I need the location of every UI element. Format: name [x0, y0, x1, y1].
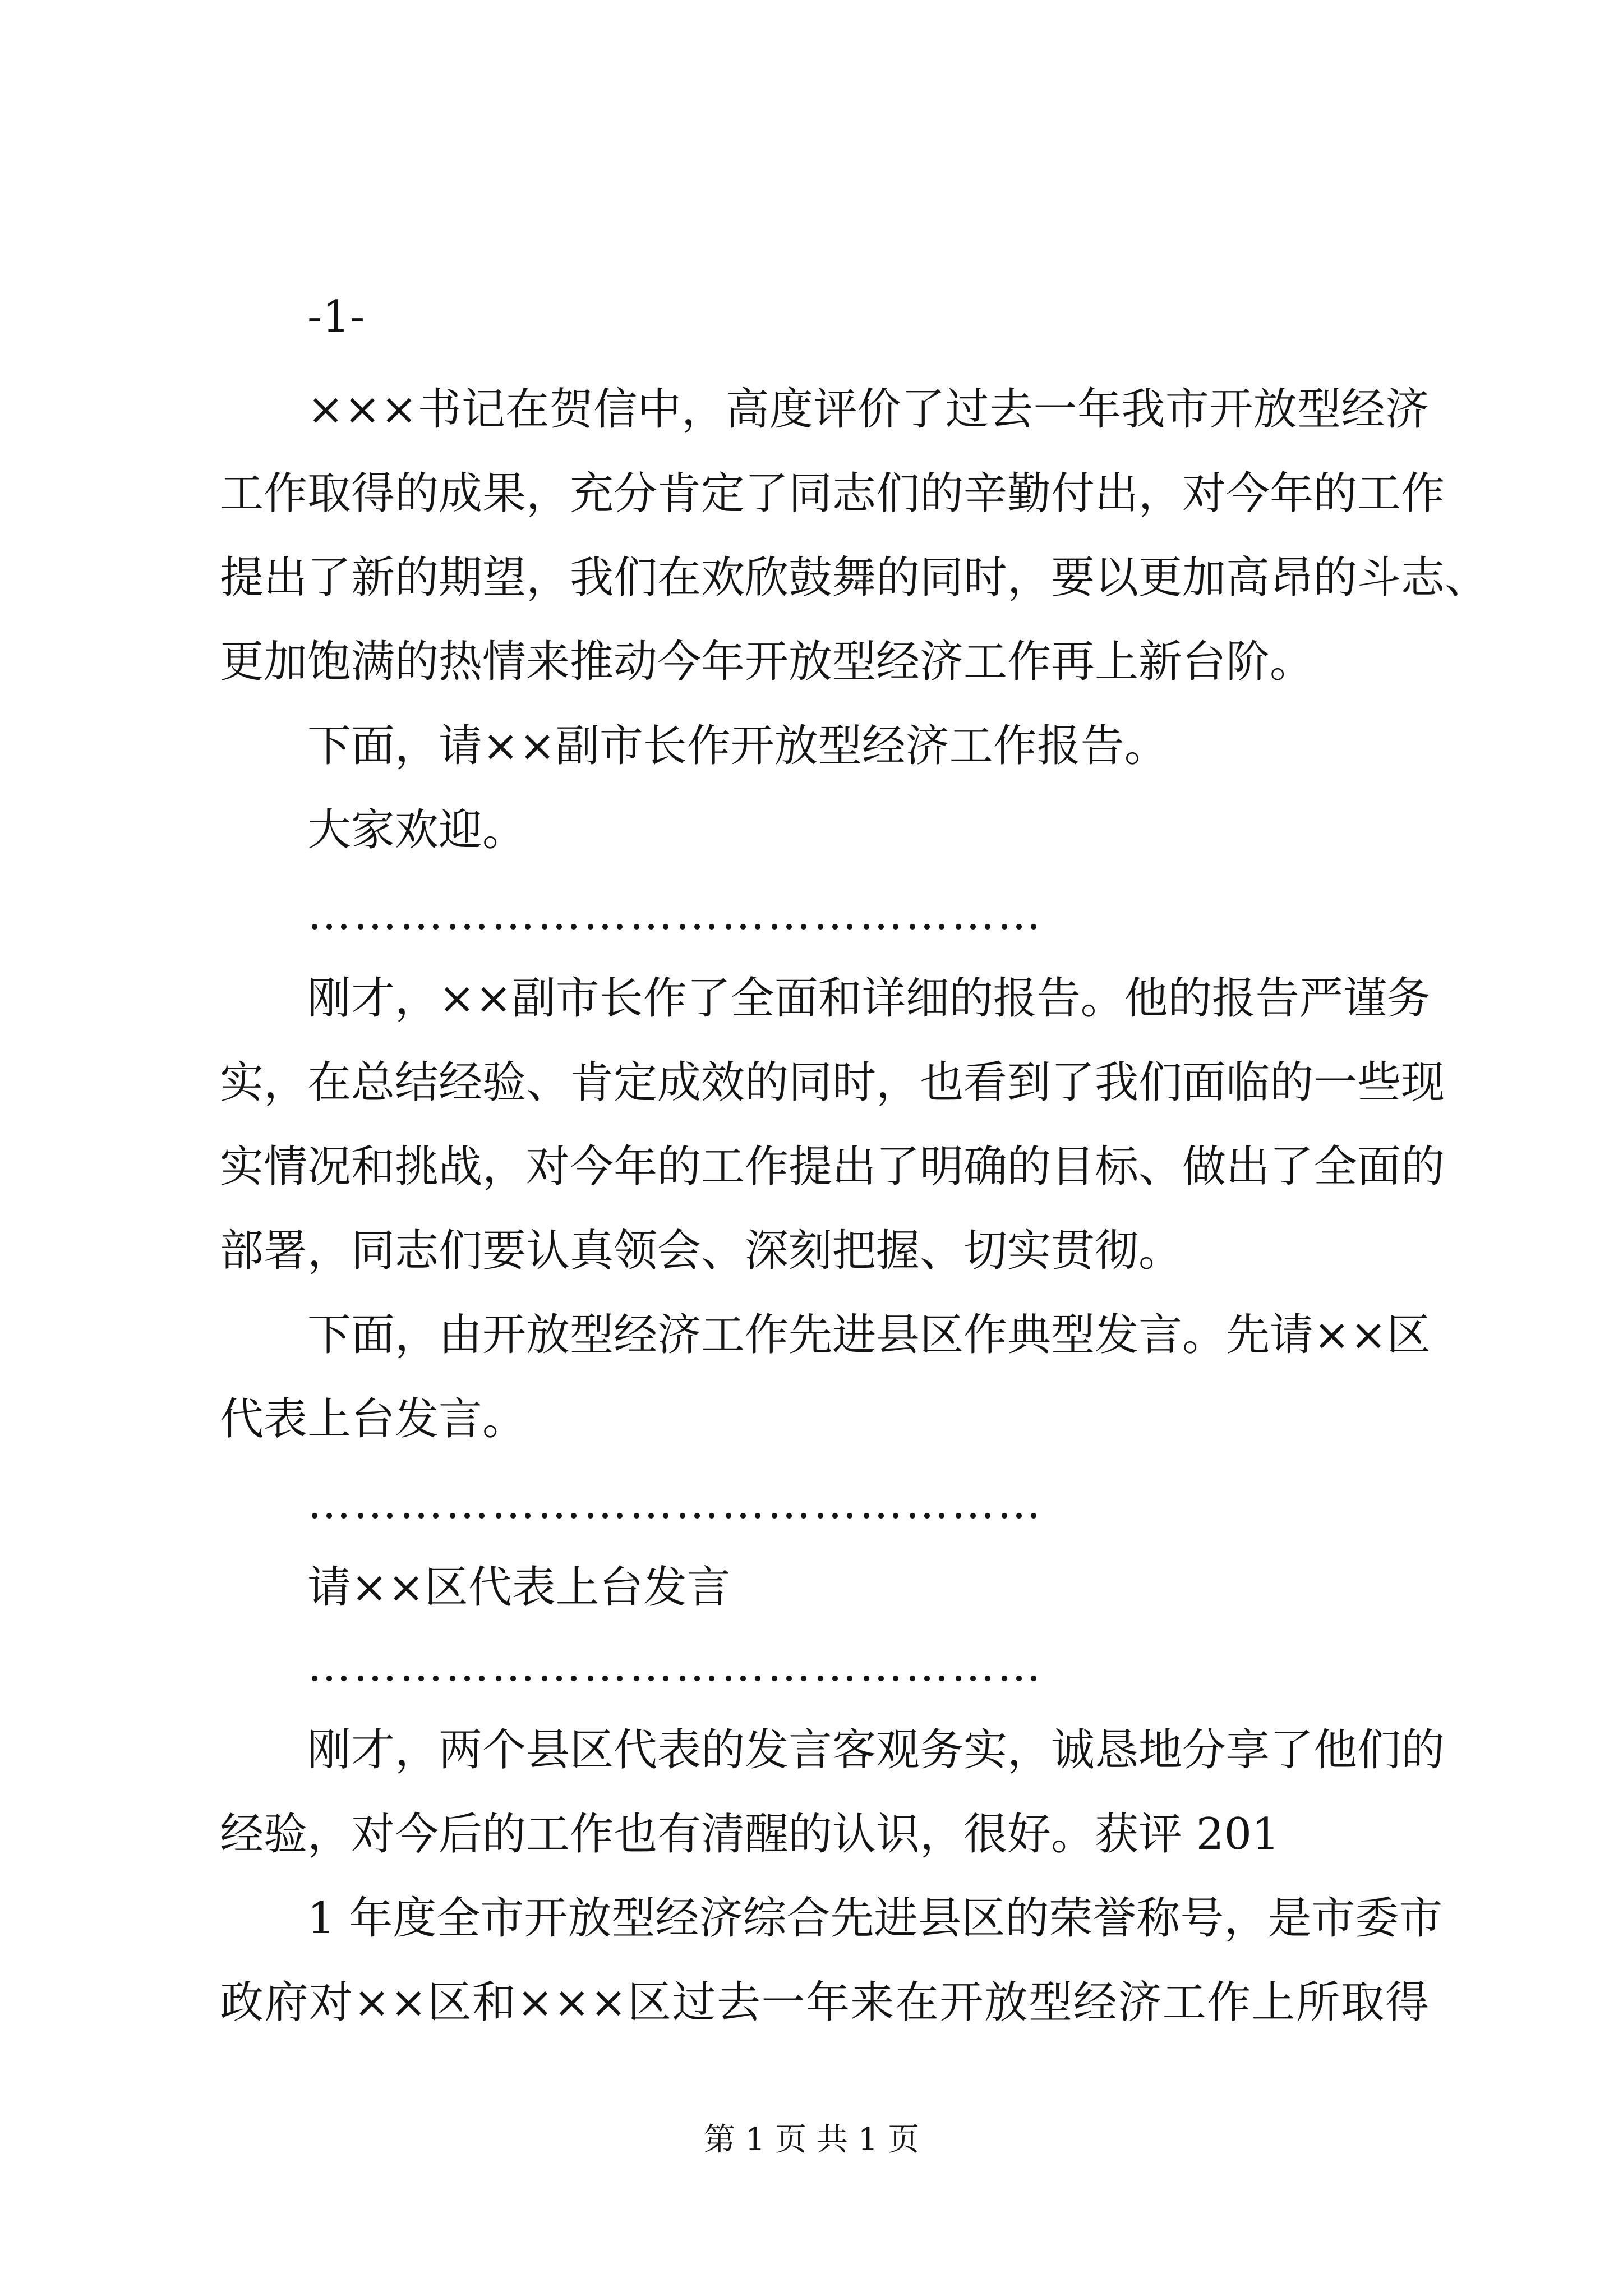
paragraph-line: 请××区代表上台发言	[307, 1562, 731, 1613]
paragraph-line: 大家欢迎。	[307, 805, 527, 855]
paragraph-line: 经验，对今后的工作也有清醒的认识，很好。获评 201	[220, 1809, 1280, 1860]
ellipsis-separator: …………………………………………	[307, 1641, 1043, 1691]
paragraph-line: 政府对××区和×××区过去一年来在开放型经济工作上所取得	[220, 1977, 1429, 2028]
paragraph-line: 部署，同志们要认真领会、深刻把握、切实贯彻。	[220, 1226, 1183, 1276]
paragraph-line: 1 年度全市开放型经济综合先进县区的荣誉称号，是市委市	[307, 1893, 1443, 1944]
paragraph-line: 刚才，两个县区代表的发言客观务实，诚恳地分享了他们的	[307, 1725, 1445, 1775]
paragraph-line: 提出了新的期望，我们在欢欣鼓舞的同时，要以更加高昂的斗志、	[220, 553, 1489, 603]
paragraph-line: 代表上台发言。	[220, 1394, 527, 1444]
paragraph-line: 工作取得的成果，充分肯定了同志们的辛勤付出，对今年的工作	[220, 468, 1445, 519]
paragraph-line: 下面，由开放型经济工作先进县区作典型发言。先请××区	[307, 1310, 1431, 1360]
paragraph-line: ×××书记在贺信中，高度评价了过去一年我市开放型经济	[307, 384, 1429, 435]
paragraph-line: 更加饱满的热情来推动今年开放型经济工作再上新台阶。	[220, 637, 1314, 687]
paragraph-line: 刚才，××副市长作了全面和详细的报告。他的报告严谨务	[307, 973, 1431, 1024]
paragraph-line: 下面，请××副市长作开放型经济工作报告。	[307, 721, 1168, 771]
ellipsis-separator: …………………………………………	[307, 889, 1043, 940]
page-footer: 第 1 页 共 1 页	[703, 2122, 920, 2158]
page-number-marker: -1-	[307, 292, 365, 342]
paragraph-line: 实，在总结经验、肯定成效的同时，也看到了我们面临的一些现	[220, 1057, 1445, 1108]
ellipsis-separator: …………………………………………	[307, 1478, 1043, 1529]
paragraph-line: 实情况和挑战，对今年的工作提出了明确的目标、做出了全面的	[220, 1142, 1445, 1192]
